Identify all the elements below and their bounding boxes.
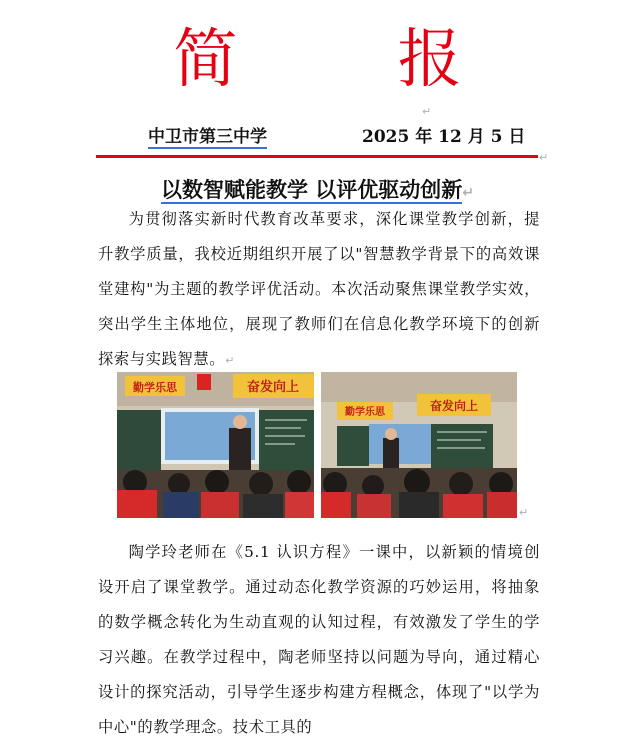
paragraph-lesson (98, 535, 540, 745)
classroom-photo-1-image (117, 372, 314, 518)
paragraph-mark-icon: ↵ (462, 185, 475, 201)
paragraph-mark-icon: ↵ (225, 354, 235, 367)
paragraph-intro (98, 202, 540, 378)
school-name (148, 122, 267, 147)
classroom-photo-2 (321, 372, 517, 518)
paragraph-mark-icon: ↵ (539, 151, 549, 164)
masthead-divider (96, 155, 538, 158)
classroom-photo-2-image (321, 372, 517, 518)
photo-banner-left: 勤学乐思 (345, 407, 385, 418)
article-headline (0, 174, 635, 204)
photo-banner-right: 奋发向上 (429, 399, 479, 413)
paragraph-mark-icon: ↵ (422, 105, 432, 118)
school-name-text: 中卫市第三中学 (148, 127, 267, 147)
photo-banner-right: 奋发向上 (246, 380, 300, 395)
paragraph-intro-text: 为贯彻落实新时代教育改革要求，深化课堂教学创新，提升教学质量，我校近期组织开展了以"智慧教学背景下的高效课堂建构"为主题的教学评优活动。本次活动聚焦课堂教学实效，突出学生主体地位，展现了教师们在信息化教学环境下的创新探索与实践智慧。 (98, 210, 540, 368)
classroom-photo-1 (117, 372, 314, 518)
masthead-title (0, 20, 635, 118)
photo-banner-left: 勤学乐思 (133, 381, 177, 394)
paragraph-lesson-text: 陶学玲老师在《5.1 认识方程》一课中，以新颖的情境创设开启了课堂教学。通过动态化教学资源的巧妙运用，将抽象的数学概念转化为生动直观的认知过程，有效激发了学生的学习兴趣。在教学过程中，陶老师坚持以问题为导向，通过精心设计的探究活动，引导学生逐步构建方程概念，体现了"以学为中心"的教学理念。技术工具的 (98, 543, 540, 736)
issue-date: 2025 年 12 月 5 日 (362, 127, 526, 147)
masthead-title-text: 简 报 (173, 23, 532, 97)
paragraph-mark-icon: ↵ (519, 506, 529, 519)
article-headline-text: 以数智赋能教学 以评优驱动创新 (160, 177, 463, 202)
